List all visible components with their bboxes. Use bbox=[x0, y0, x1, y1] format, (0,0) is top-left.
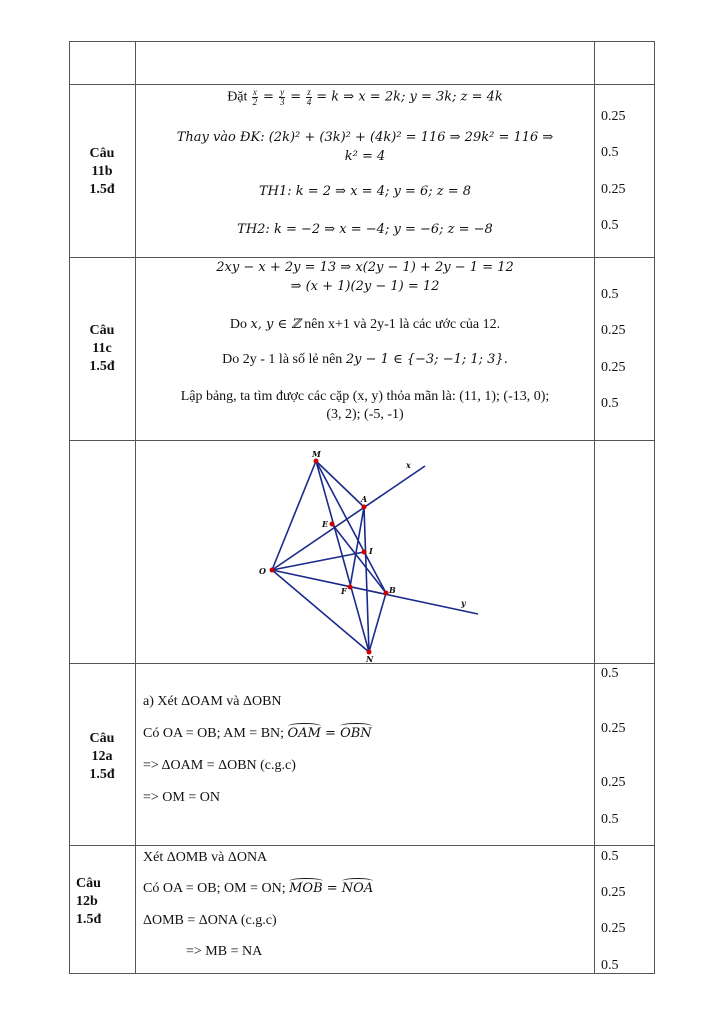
score: 0.25 bbox=[601, 775, 626, 790]
text-line: ΔOMB = ΔONA (c.g.c) bbox=[143, 913, 277, 928]
text-line: Lập bảng, ta tìm được các cặp (x, y) thỏa mãn là: (11, 1); (-13, 0); bbox=[180, 389, 550, 404]
table-border-right bbox=[654, 41, 655, 974]
row-label-11c: Câu 11c 1.5đ bbox=[89, 323, 115, 374]
text-line: Do x, y ∈ ℤ nên x+1 và 2y-1 là các ước của 12. bbox=[229, 317, 501, 332]
row-label-11b: Câu 11b 1.5đ bbox=[89, 146, 115, 197]
text-line: (3, 2); (-5, -1) bbox=[326, 407, 404, 422]
equation-line: TH1: k = 2 ⇒ x = 4; y = 6; z = 8 bbox=[258, 184, 472, 199]
score: 0.25 bbox=[601, 885, 626, 900]
row-divider bbox=[69, 84, 655, 85]
text-line: Có OA = OB; OM = ON; MOB = NOA bbox=[143, 881, 374, 896]
row-divider bbox=[69, 257, 655, 258]
table-border-bottom bbox=[69, 973, 655, 974]
text-line: => ΔOAM = ΔOBN (c.g.c) bbox=[143, 758, 296, 773]
score: 0.25 bbox=[601, 360, 626, 375]
point-label-N: N bbox=[366, 654, 374, 662]
equation-line: Đặt $\frac{x}{2}$ = $\frac{y}{3}$ = $\frac{z}{4}$ = k ⇒ x = 2k; y = 3k; z = 4k bbox=[227, 87, 503, 107]
geometry-figure bbox=[136, 441, 594, 662]
score: 0.5 bbox=[601, 666, 619, 681]
score: 0.25 bbox=[601, 323, 626, 338]
point-label-y: y bbox=[461, 598, 466, 608]
point-label-O: O bbox=[259, 566, 266, 576]
row-label-12a: Câu 12a 1.5đ bbox=[89, 731, 115, 782]
score: 0.5 bbox=[601, 849, 619, 864]
row-divider bbox=[69, 845, 655, 846]
fraction: $\frac{x}{2}$ bbox=[252, 87, 258, 107]
score: 0.25 bbox=[601, 721, 626, 736]
equation-line: Thay vào ĐK: (2k)² + (3k)² + (4k)² = 116 ⇒ 29k² = 116 ⇒ bbox=[176, 130, 554, 145]
text-line: Do 2y - 1 là số lẻ nên 2y − 1 ∈ {−3; −1; 1; 3}. bbox=[222, 352, 508, 367]
equation-line: TH2: k = −2 ⇒ x = −4; y = −6; z = −8 bbox=[237, 222, 493, 237]
angle-symbol: MOB bbox=[289, 881, 323, 896]
point-label-B: B bbox=[389, 585, 396, 595]
score: 0.25 bbox=[601, 921, 626, 936]
point-label-M: M bbox=[312, 449, 321, 459]
text-line: => OM = ON bbox=[143, 790, 220, 805]
score: 0.5 bbox=[601, 218, 619, 233]
text-line: Có OA = OB; AM = BN; OAM = OBN bbox=[143, 726, 372, 741]
score: 0.25 bbox=[601, 182, 626, 197]
score: 0.5 bbox=[601, 396, 619, 411]
score: 0.25 bbox=[601, 109, 626, 124]
text-line: => MB = NA bbox=[186, 944, 263, 959]
score: 0.5 bbox=[601, 812, 619, 827]
point-label-A: A bbox=[361, 494, 368, 504]
score: 0.5 bbox=[601, 958, 619, 973]
equation-line: k² = 4 bbox=[344, 149, 386, 164]
equation-line: 2xy − x + 2y = 13 ⇒ x(2y − 1) + 2y − 1 = 12 bbox=[216, 260, 514, 275]
point-label-I: I bbox=[369, 546, 373, 556]
score: 0.5 bbox=[601, 145, 619, 160]
angle-symbol: NOA bbox=[341, 881, 374, 896]
point-label-x: x bbox=[406, 460, 411, 470]
equation-line: ⇒ (x + 1)(2y − 1) = 12 bbox=[290, 279, 440, 294]
score: 0.5 bbox=[601, 287, 619, 302]
angle-symbol: OBN bbox=[340, 726, 372, 741]
angle-symbol: OAM bbox=[287, 726, 321, 741]
text-line: a) Xét ΔOAM và ΔOBN bbox=[143, 694, 282, 709]
text-line: Xét ΔOMB và ΔONA bbox=[143, 850, 268, 865]
point-label-F: F bbox=[341, 586, 347, 596]
fraction: $\frac{y}{3}$ bbox=[279, 87, 285, 107]
table-border-top bbox=[69, 41, 655, 42]
row-label-12b: Câu 12b 1.5đ bbox=[76, 876, 102, 927]
fraction: $\frac{z}{4}$ bbox=[306, 87, 312, 107]
row-divider bbox=[69, 663, 655, 664]
point-label-E: E bbox=[322, 519, 329, 529]
column-divider bbox=[594, 41, 595, 974]
